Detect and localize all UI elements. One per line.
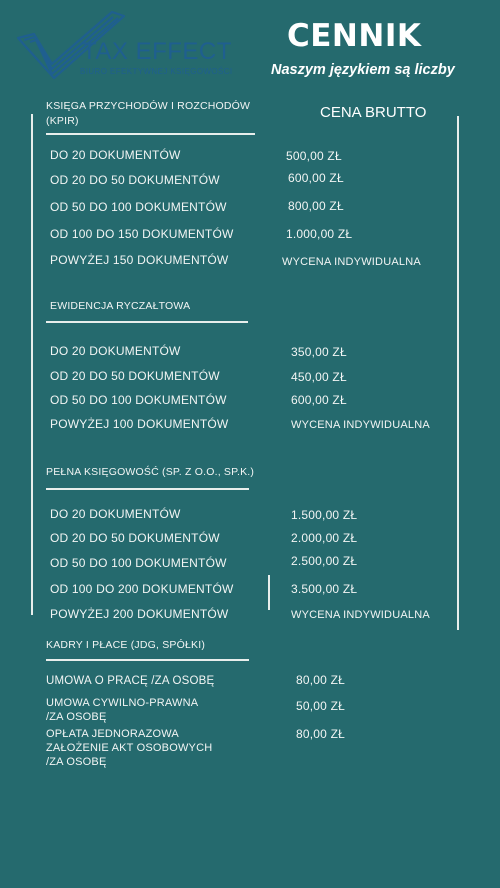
section-title-kpir: KSIĘGA PRZYCHODÓW I ROZCHODÓW (KPIR)	[46, 100, 251, 127]
mid-vertical-rule	[268, 575, 270, 610]
row-price: 2.500,00 ZŁ	[291, 554, 358, 568]
row-price: 80,00 ZŁ	[296, 673, 345, 687]
row-price: 450,00 ZŁ	[291, 370, 347, 384]
row-label-line: OPŁATA JEDNORAZOWA	[46, 728, 179, 740]
left-vertical-rule	[31, 114, 33, 584]
section-rule-pelna	[46, 488, 249, 490]
row-price: 2.000,00 ZŁ	[291, 531, 358, 545]
section-rule-ryczalt	[46, 321, 248, 323]
row-label: OD 20 DO 50 DOKUMENTÓW	[50, 173, 220, 187]
row-price: 350,00 ZŁ	[291, 345, 347, 359]
right-vertical-rule-lower	[457, 575, 459, 630]
price-column-header: CENA BRUTTO	[320, 104, 427, 121]
row-label: OD 20 DO 50 DOKUMENTÓW	[50, 531, 220, 545]
row-label: OD 50 DO 100 DOKUMENTÓW	[50, 393, 227, 407]
row-price: WYCENA INDYWIDUALNA	[282, 256, 421, 268]
row-price: 600,00 ZŁ	[288, 171, 344, 185]
row-price: 50,00 ZŁ	[296, 699, 345, 713]
row-label: UMOWA O PRACĘ /ZA OSOBĘ	[46, 675, 215, 687]
row-price: 500,00 ZŁ	[286, 149, 342, 163]
brand-name: TAX EFFECT	[82, 38, 232, 65]
section-rule-kpir	[46, 133, 255, 135]
row-label-line: UMOWA CYWILNO-PRAWNA	[46, 697, 199, 709]
row-label: POWYŻEJ 200 DOKUMENTÓW	[50, 607, 229, 621]
tagline: Naszym językiem są liczby	[271, 62, 455, 78]
brand-subtitle: BIURO EFEKTYWNEJ KSIĘGOWOŚCI	[80, 67, 233, 76]
row-price: 80,00 ZŁ	[296, 727, 345, 741]
page-title: CENNIK	[287, 18, 422, 54]
row-label: POWYŻEJ 150 DOKUMENTÓW	[50, 253, 229, 267]
row-label-multiline	[46, 696, 198, 724]
row-label-line: ZAŁOŻENIE AKT OSOBOWYCH	[46, 742, 213, 754]
row-label: OD 50 DO 100 DOKUMENTÓW	[50, 556, 227, 570]
row-label-multiline	[46, 727, 212, 769]
section-title-kadry: KADRY I PŁACE (JDG, SPÓŁKI)	[46, 639, 206, 651]
row-price: WYCENA INDYWIDUALNA	[291, 419, 430, 431]
section-title-ryczalt: EWIDENCJA RYCZAŁTOWA	[50, 300, 191, 312]
row-label: OD 100 DO 150 DOKUMENTÓW	[50, 227, 234, 241]
row-label: OD 20 DO 50 DOKUMENTÓW	[50, 369, 220, 383]
row-label-line: /ZA OSOBĘ	[46, 711, 107, 723]
section-title-pelna: PEŁNA KSIĘGOWOŚĆ (SP. Z O.O., SP.K.)	[46, 466, 255, 478]
section-rule-kadry	[46, 659, 249, 661]
right-vertical-rule	[457, 116, 459, 586]
row-label: DO 20 DOKUMENTÓW	[50, 507, 181, 521]
row-label-line: /ZA OSOBĘ	[46, 756, 107, 768]
row-label: OD 100 DO 200 DOKUMENTÓW	[50, 582, 234, 596]
row-price: 600,00 ZŁ	[291, 393, 347, 407]
row-price: 800,00 ZŁ	[288, 199, 344, 213]
left-vertical-rule-lower	[31, 575, 33, 615]
row-label: DO 20 DOKUMENTÓW	[50, 344, 181, 358]
row-label: DO 20 DOKUMENTÓW	[50, 148, 181, 162]
row-label: POWYŻEJ 100 DOKUMENTÓW	[50, 417, 229, 431]
row-label: OD 50 DO 100 DOKUMENTÓW	[50, 200, 227, 214]
row-price: 1.000,00 ZŁ	[286, 227, 353, 241]
row-price: 3.500,00 ZŁ	[291, 582, 358, 596]
row-price: WYCENA INDYWIDUALNA	[291, 609, 430, 621]
row-price: 1.500,00 ZŁ	[291, 508, 358, 522]
